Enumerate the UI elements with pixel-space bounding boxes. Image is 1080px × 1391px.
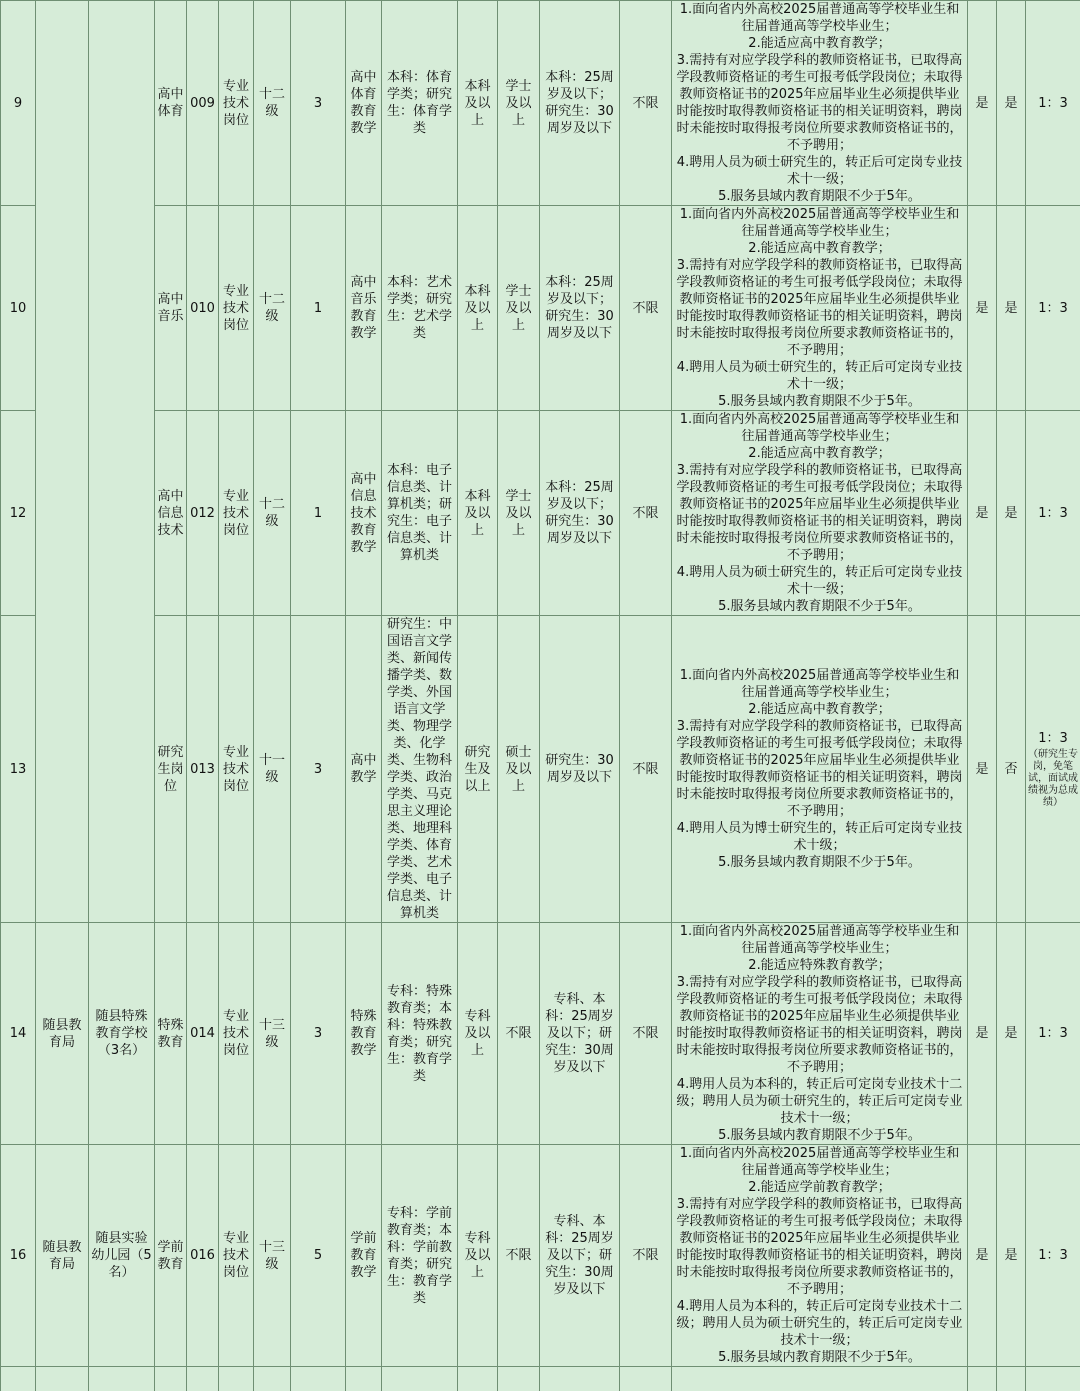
seq-cell: 9 <box>1 1 36 206</box>
requirement-line: 1.面向省内外高校2025届普通高等学校毕业生和往届普通高等学校毕业生； <box>674 206 965 240</box>
post-category-cell: 专业技术岗位 <box>219 923 254 1145</box>
requirement-line: 3.需持有对应学段学科的教师资格证书，已取得高学段教师资格证的考生可报考低学段岗位；未取得教师资格证书的2025年应届毕业生必须提供毕业时能按时取得教师资格证书的相关证明资料，聘岗时未能按时取得报考岗位所要求教师资格证书的，不予聘用； <box>674 1196 965 1298</box>
education-cell: 专科及以上 <box>458 1145 498 1367</box>
requirement-line: 2.能适应高中教育教学； <box>674 701 965 718</box>
requirement-line: 1.面向省内外高校2025届普通高等学校毕业生和往届普通高等学校毕业生； <box>674 667 965 701</box>
post-category-cell: 专业技术岗位 <box>219 1 254 206</box>
requirements-cell <box>672 206 968 411</box>
flag-b-cell: 是 <box>997 411 1026 616</box>
post-level-cell: 十二级 <box>254 206 291 411</box>
requirements-cell <box>672 923 968 1145</box>
post-level-cell: 十三级 <box>254 1145 291 1367</box>
post-name-cell: 学前教育 <box>155 1145 187 1367</box>
requirement-line: 5.服务县域内教育期限不少于5年。 <box>674 598 965 615</box>
majors-cell: 本科：电子信息类、计算机类；研究生：电子信息类、计算机类 <box>382 411 458 616</box>
requirement-line: 2.能适应学前教育教学； <box>674 1179 965 1196</box>
ratio-value: 1：3 <box>1038 506 1068 521</box>
requirement-line: 2.能适应高中教育教学； <box>674 240 965 257</box>
ratio-value: 1：3 <box>1038 1026 1068 1041</box>
headcount-cell: 3 <box>291 1 346 206</box>
requirement-line: 3.需持有对应学段学科的教师资格证书，已取得高学段教师资格证的考生可报考低学段岗位；未取得教师资格证书的2025年应届毕业生必须提供毕业时能按时取得教师资格证书的相关证明资料，聘岗时未能按时取得报考岗位所要求教师资格证书的，不予聘用； <box>674 974 965 1076</box>
household-cell: 不限 <box>620 411 672 616</box>
ratio-note: （研究生专岗，免笔试，面试成绩视为总成绩） <box>1028 749 1078 809</box>
requirement-line: 5.服务县域内教育期限不少于5年。 <box>674 188 965 205</box>
seq-cell: 14 <box>1 923 36 1145</box>
flag-b-cell: 是 <box>997 1145 1026 1367</box>
table-row <box>1 1145 1080 1367</box>
degree-cell: 学士及以上 <box>498 1 540 206</box>
requirement-line: 5.服务县域内教育期限不少于5年。 <box>674 1349 965 1366</box>
requirement-line: 2.能适应特殊教育教学； <box>674 957 965 974</box>
flag-b-cell: 否 <box>997 616 1026 923</box>
ratio-cell <box>1026 1145 1080 1367</box>
requirement-line: 4.聘用人员为博士研究生的，转正后可定岗专业技术十级； <box>674 820 965 854</box>
requirement-line: 4.聘用人员为硕士研究生的，转正后可定岗专业技术十一级； <box>674 154 965 188</box>
flag-a-cell: 是 <box>968 923 997 1145</box>
flag-b-cell: 是 <box>997 1 1026 206</box>
headcount-cell: 1 <box>291 206 346 411</box>
post-level-cell: 十二级 <box>254 1 291 206</box>
post-name-cell: 研究生岗位 <box>155 616 187 923</box>
majors-cell: 本科：体育学类；研究生：体育学类 <box>382 1 458 206</box>
post-code-cell: 013 <box>187 616 219 923</box>
post-category-cell: 专业技术岗位 <box>219 1145 254 1367</box>
headcount-cell: 1 <box>291 411 346 616</box>
majors-cell: 专科：学前教育类；本科：学前教育类；研究生：教育学类 <box>382 1145 458 1367</box>
requirement-line: 2.能适应高中教育教学； <box>674 35 965 52</box>
flag-a-cell: 是 <box>968 1 997 206</box>
requirement-line: 1.面向省内外高校2025届普通高等学校毕业生和往届普通高等学校毕业生； <box>674 923 965 957</box>
post-name-cell: 高中体育 <box>155 1 187 206</box>
school-cell: 随县实验幼儿园（5名） <box>89 1145 155 1367</box>
department-cell: 随县教育局 <box>36 1145 89 1367</box>
majors-cell: 专科：特殊教育类；本科：特殊教育类；研究生：教育学类 <box>382 923 458 1145</box>
requirement-line: 4.聘用人员为本科的，转正后可定岗专业技术十二级；聘用人员为硕士研究生的，转正后可定岗专业技术十一级； <box>674 1298 965 1349</box>
ratio-cell <box>1026 923 1080 1145</box>
headcount-cell: 5 <box>291 1145 346 1367</box>
ratio-cell <box>1026 411 1080 616</box>
education-cell: 本科及以上 <box>458 206 498 411</box>
subject-cell: 高中信息技术教育教学 <box>346 411 382 616</box>
requirement-line: 1.面向省内外高校2025届普通高等学校毕业生和往届普通高等学校毕业生； <box>674 1145 965 1179</box>
household-cell: 不限 <box>620 616 672 923</box>
age-cell: 专科、本科：25周岁及以下；研究生：30周岁及以下 <box>540 923 620 1145</box>
post-code-cell: 009 <box>187 1 219 206</box>
requirements-cell <box>672 1145 968 1367</box>
subject-cell: 高中体育教育教学 <box>346 1 382 206</box>
requirement-line: 1.面向省内外高校2025届普通高等学校毕业生和往届普通高等学校毕业生； <box>674 1 965 35</box>
seq-cell: 13 <box>1 616 36 923</box>
post-level-cell: 十三级 <box>254 923 291 1145</box>
table-row <box>1 923 1080 1145</box>
household-cell: 不限 <box>620 206 672 411</box>
post-name-cell: 高中信息技术 <box>155 411 187 616</box>
age-cell: 本科：25周岁及以下；研究生：30周岁及以下 <box>540 206 620 411</box>
school-cell: 随县特殊教育学校（3名） <box>89 923 155 1145</box>
degree-cell: 硕士及以上 <box>498 616 540 923</box>
requirement-line: 1.面向省内外高校2025届普通高等学校毕业生和往届普通高等学校毕业生； <box>674 411 965 445</box>
post-category-cell: 专业技术岗位 <box>219 206 254 411</box>
age-cell: 专科、本科：25周岁及以下；研究生：30周岁及以下 <box>540 1145 620 1367</box>
post-code-cell: 010 <box>187 206 219 411</box>
requirement-line: 4.聘用人员为硕士研究生的，转正后可定岗专业技术十一级； <box>674 564 965 598</box>
household-cell: 不限 <box>620 1145 672 1367</box>
post-level-cell: 十二级 <box>254 411 291 616</box>
ratio-cell <box>1026 206 1080 411</box>
post-name-cell: 特殊教育 <box>155 923 187 1145</box>
school-cell <box>89 1 155 923</box>
ratio-value: 1：3 <box>1038 731 1068 746</box>
degree-cell: 不限 <box>498 923 540 1145</box>
flag-b-cell: 是 <box>997 923 1026 1145</box>
degree-cell: 不限 <box>498 1145 540 1367</box>
education-cell: 本科及以上 <box>458 1 498 206</box>
post-code-cell: 016 <box>187 1145 219 1367</box>
requirement-line: 2.能适应高中教育教学； <box>674 445 965 462</box>
ratio-value: 1：3 <box>1038 96 1068 111</box>
table-row <box>1 1 1080 206</box>
seq-cell: 12 <box>1 411 36 616</box>
post-category-cell: 专业技术岗位 <box>219 411 254 616</box>
seq-cell: 16 <box>1 1145 36 1367</box>
flag-a-cell: 是 <box>968 411 997 616</box>
age-cell: 研究生：30周岁及以下 <box>540 616 620 923</box>
department-cell <box>36 1 89 923</box>
degree-cell: 学士及以上 <box>498 411 540 616</box>
household-cell: 不限 <box>620 1 672 206</box>
education-cell: 研究生及以上 <box>458 616 498 923</box>
education-cell: 本科及以上 <box>458 411 498 616</box>
subject-cell: 学前教育教学 <box>346 1145 382 1367</box>
post-name-cell: 高中音乐 <box>155 206 187 411</box>
requirement-line: 3.需持有对应学段学科的教师资格证书，已取得高学段教师资格证的考生可报考低学段岗位；未取得教师资格证书的2025年应届毕业生必须提供毕业时能按时取得教师资格证书的相关证明资料，聘岗时未能按时取得报考岗位所要求教师资格证书的，不予聘用； <box>674 462 965 564</box>
post-code-cell: 014 <box>187 923 219 1145</box>
table-row <box>1 616 1080 923</box>
requirement-line: 5.服务县域内教育期限不少于5年。 <box>674 1127 965 1144</box>
household-cell: 不限 <box>620 923 672 1145</box>
post-code-cell: 012 <box>187 411 219 616</box>
requirement-line: 5.服务县域内教育期限不少于5年。 <box>674 854 965 871</box>
headcount-cell: 3 <box>291 616 346 923</box>
ratio-cell <box>1026 616 1080 923</box>
education-cell: 专科及以上 <box>458 923 498 1145</box>
requirement-line: 5.服务县域内教育期限不少于5年。 <box>674 393 965 410</box>
age-cell: 本科：25周岁及以下；研究生：30周岁及以下 <box>540 1 620 206</box>
subject-cell: 高中教学 <box>346 616 382 923</box>
requirements-cell <box>672 616 968 923</box>
ratio-value: 1：3 <box>1038 301 1068 316</box>
requirement-line: 4.聘用人员为硕士研究生的，转正后可定岗专业技术十一级； <box>674 359 965 393</box>
flag-a-cell: 是 <box>968 616 997 923</box>
subject-cell: 高中音乐教育教学 <box>346 206 382 411</box>
flag-a-cell: 是 <box>968 1145 997 1367</box>
requirement-line: 3.需持有对应学段学科的教师资格证书，已取得高学段教师资格证的考生可报考低学段岗位；未取得教师资格证书的2025年应届毕业生必须提供毕业时能按时取得教师资格证书的相关证明资料，聘岗时未能按时取得报考岗位所要求教师资格证书的，不予聘用； <box>674 718 965 820</box>
requirement-line: 3.需持有对应学段学科的教师资格证书，已取得高学段教师资格证的考生可报考低学段岗位；未取得教师资格证书的2025年应届毕业生必须提供毕业时能按时取得教师资格证书的相关证明资料，聘岗时未能按时取得报考岗位所要求教师资格证书的，不予聘用； <box>674 52 965 154</box>
requirement-line: 4.聘用人员为本科的，转正后可定岗专业技术十二级；聘用人员为硕士研究生的，转正后可定岗专业技术十一级； <box>674 1076 965 1127</box>
headcount-cell: 3 <box>291 923 346 1145</box>
ratio-cell <box>1026 1 1080 206</box>
degree-cell: 学士及以上 <box>498 206 540 411</box>
department-cell: 随县教育局 <box>36 923 89 1145</box>
requirement-line: 3.需持有对应学段学科的教师资格证书，已取得高学段教师资格证的考生可报考低学段岗位；未取得教师资格证书的2025年应届毕业生必须提供毕业时能按时取得教师资格证书的相关证明资料，聘岗时未能按时取得报考岗位所要求教师资格证书的，不予聘用； <box>674 257 965 359</box>
table-row <box>1 206 1080 411</box>
majors-cell: 本科：艺术学类；研究生：艺术学类 <box>382 206 458 411</box>
age-cell: 本科：25周岁及以下；研究生：30周岁及以下 <box>540 411 620 616</box>
table-row-partial <box>1 1367 1080 1391</box>
seq-cell: 10 <box>1 206 36 411</box>
subject-cell: 特殊教育教学 <box>346 923 382 1145</box>
post-level-cell: 十一级 <box>254 616 291 923</box>
flag-a-cell: 是 <box>968 206 997 411</box>
ratio-value: 1：3 <box>1038 1248 1068 1263</box>
table-row <box>1 411 1080 616</box>
flag-b-cell: 是 <box>997 206 1026 411</box>
majors-cell: 研究生：中国语言文学类、新闻传播学类、数学类、外国语言文学类、物理学类、化学类、生物科学类、政治学类、马克思主义理论类、地理科学类、体育学类、艺术学类、电子信息类、计算机类 <box>382 616 458 923</box>
requirements-cell <box>672 1 968 206</box>
post-category-cell: 专业技术岗位 <box>219 616 254 923</box>
requirements-cell <box>672 411 968 616</box>
